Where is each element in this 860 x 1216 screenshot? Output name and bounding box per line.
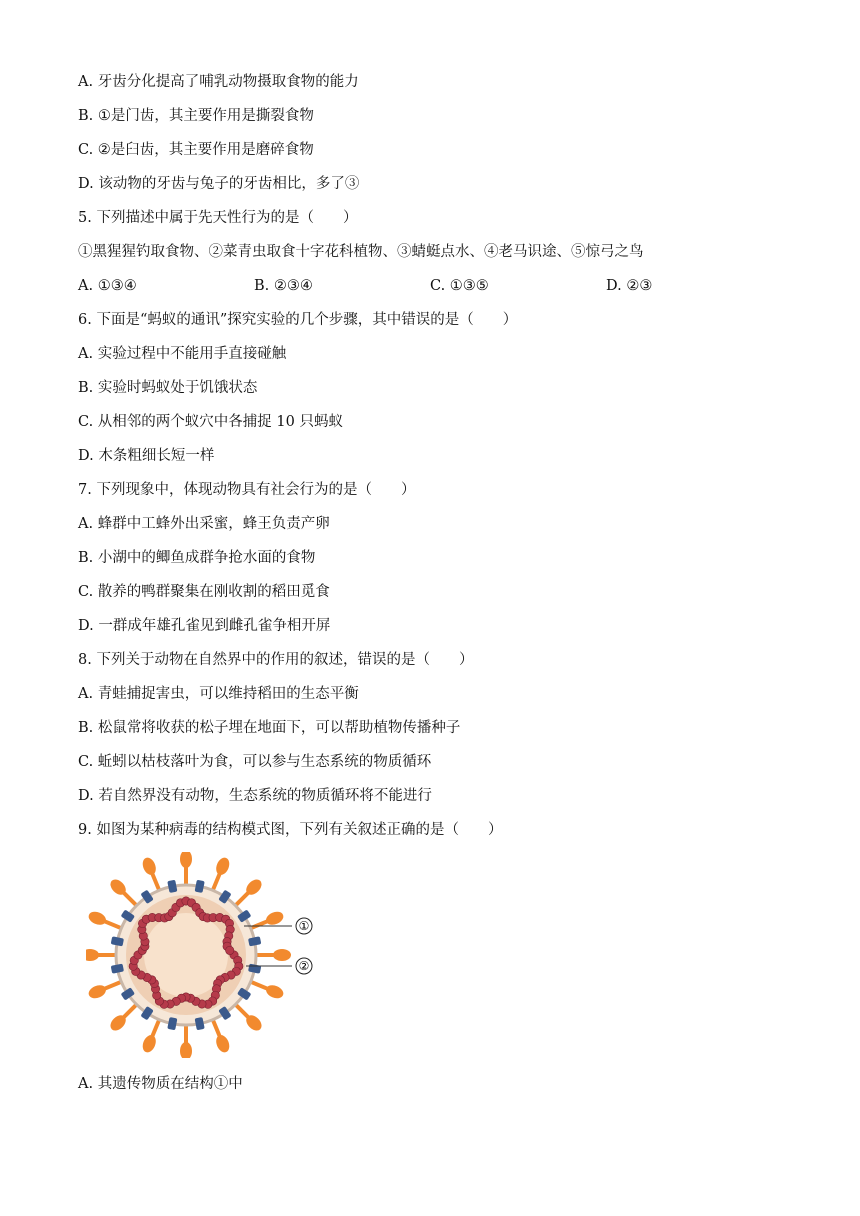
figure-label-1: ① (298, 919, 310, 933)
q5-option-d: D. ②③ (606, 278, 653, 294)
spike-head (180, 1042, 192, 1058)
q6-option-d: D. 木条粗细长短一样 (78, 448, 215, 464)
spike-head (180, 852, 192, 868)
spike-head (214, 856, 232, 877)
q6-stem: 6. 下面是“蚂蚁的通讯”探究实验的几个步骤，其中错误的是（ ） (78, 312, 518, 328)
spike-head (273, 949, 291, 961)
q8-option-b: B. 松鼠常将收获的松子埋在地面下，可以帮助植物传播种子 (78, 720, 461, 736)
spike-head (264, 909, 285, 927)
q6-option-a: A. 实验过程中不能用手直接碰触 (78, 346, 287, 362)
spike-head (140, 1033, 158, 1054)
q5-option-b: B. ②③④ (254, 278, 313, 294)
q7-option-b: B. 小湖中的鲫鱼成群争抢水面的食物 (78, 550, 316, 566)
q7-stem: 7. 下列现象中，体现动物具有社会行为的是（ ） (78, 482, 416, 498)
spike-head (140, 856, 158, 877)
spike-head (87, 909, 108, 927)
spike-head (86, 949, 99, 961)
virus-structure-figure (86, 852, 326, 1058)
q5-stem: 5. 下列描述中属于先天性行为的是（ ） (78, 210, 358, 226)
q4-option-c: C. ②是臼齿，其主要作用是磨碎食物 (78, 142, 314, 158)
q5-option-c: C. ①③⑤ (430, 278, 489, 294)
q8-option-a: A. 青蛙捕捉害虫，可以维持稻田的生态平衡 (78, 686, 359, 702)
q7-option-d: D. 一群成年雄孔雀见到雌孔雀争相开屏 (78, 618, 331, 634)
q5-statements: ①黑猩猩钓取食物、②菜青虫取食十字花科植物、③蜻蜓点水、④老马识途、⑤惊弓之鸟 (78, 244, 644, 260)
rna-bead (226, 946, 234, 954)
q7-option-c: C. 散养的鸭群聚集在刚收割的稻田觅食 (78, 584, 330, 600)
q4-option-a: A. 牙齿分化提高了哺乳动物摄取食物的能力 (78, 74, 359, 90)
q8-stem: 8. 下列关于动物在自然界中的作用的叙述，错误的是（ ） (78, 652, 474, 668)
q9-stem: 9. 如图为某种病毒的结构模式图，下列有关叙述正确的是（ ） (78, 822, 503, 838)
spike-head (214, 1033, 232, 1054)
q6-option-c: C. 从相邻的两个蚁穴中各捕捉 10 只蚂蚁 (78, 414, 343, 430)
figure-label-2: ② (298, 959, 310, 973)
q4-option-d: D. 该动物的牙齿与兔子的牙齿相比，多了③ (78, 176, 360, 192)
q5-option-a: A. ①③④ (78, 278, 137, 294)
q7-option-a: A. 蜂群中工蜂外出采蜜，蜂王负责产卵 (78, 516, 330, 532)
q6-option-b: B. 实验时蚂蚁处于饥饿状态 (78, 380, 258, 396)
q9-option-a: A. 其遗传物质在结构①中 (78, 1076, 243, 1092)
q8-option-d: D. 若自然界没有动物，生态系统的物质循环将不能进行 (78, 788, 432, 804)
q8-option-c: C. 蚯蚓以枯枝落叶为食，可以参与生态系统的物质循环 (78, 754, 432, 770)
spike-head (87, 983, 108, 1001)
q4-option-b: B. ①是门齿，其主要作用是撕裂食物 (78, 108, 314, 124)
spike-head (264, 983, 285, 1001)
